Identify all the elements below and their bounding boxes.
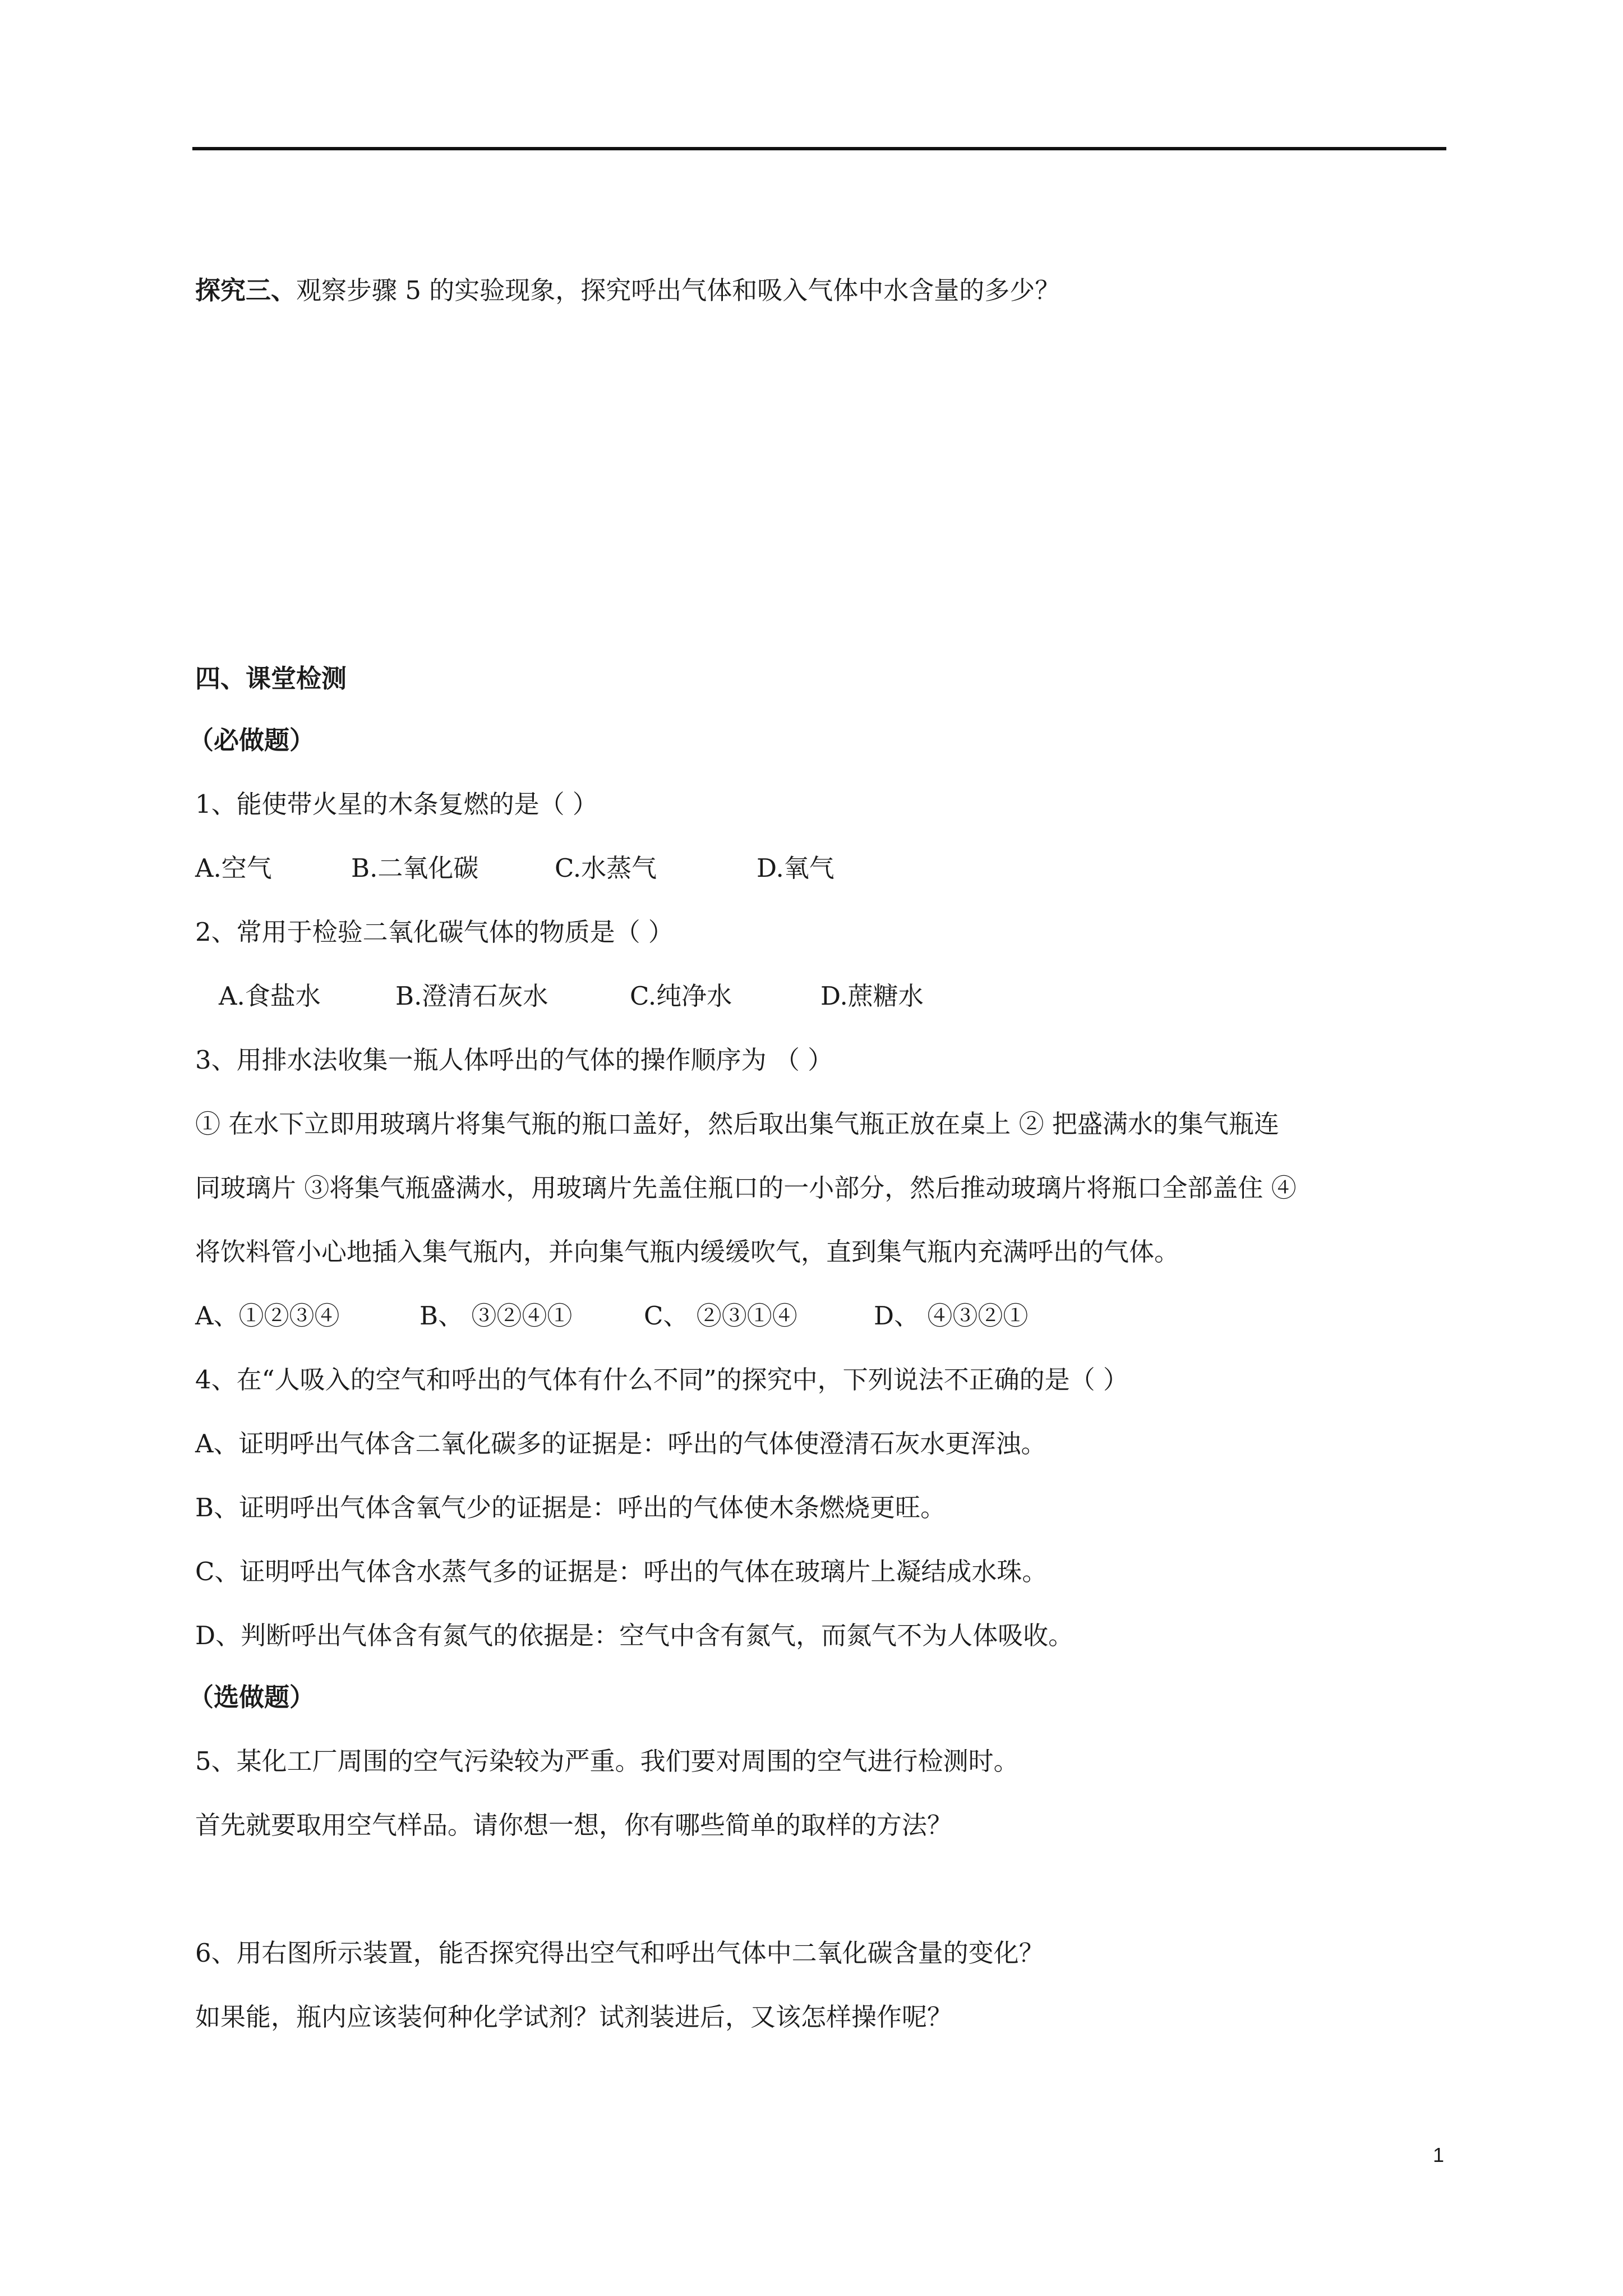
q2-option-b: B.澄清石灰水 xyxy=(395,981,548,1011)
q3-body-line-2: 同玻璃片 ③将集气瓶盛满水，用玻璃片先盖住瓶口的一小部分，然后推动玻璃片将瓶口全部盖住 ④ xyxy=(195,1173,1297,1203)
q3-body-line-3: 将饮料管小心地插入集气瓶内，并向集气瓶内缓缓吹气，直到集气瓶内充满呼出的气体。 xyxy=(195,1237,1180,1267)
q2-option-d: D.蔗糖水 xyxy=(820,981,924,1011)
q2-options xyxy=(219,979,924,1013)
page-number: 1 xyxy=(1433,2143,1445,2166)
q1-stem: 1、能使带火星的木条复燃的是（ ） xyxy=(195,789,598,819)
q4-option-d: D、判断呼出气体含有氮气的依据是：空气中含有氮气，而氮气不为人体吸收。 xyxy=(195,1621,1074,1650)
q3-body-line-1: ① 在水下立即用玻璃片将集气瓶的瓶口盖好，然后取出集气瓶正放在桌上 ② 把盛满水的集气瓶连 xyxy=(195,1109,1279,1139)
q4-option-a: A、证明呼出气体含二氧化碳多的证据是：呼出的气体使澄清石灰水更浑浊。 xyxy=(195,1429,1046,1458)
q6-line-1: 6、用右图所示装置，能否探究得出空气和呼出气体中二氧化碳含量的变化？ xyxy=(195,1938,1044,1968)
explore3-text: 观察步骤 5 的实验现象，探究呼出气体和吸入气体中水含量的多少？ xyxy=(296,275,1061,305)
q2-option-a: A.食盐水 xyxy=(219,981,321,1011)
q4-stem: 4、在“人吸入的空气和呼出的气体有什么不同”的探究中，下列说法不正确的是（ ） xyxy=(195,1365,1128,1395)
q3-options xyxy=(195,1299,1028,1333)
q6-line-2: 如果能，瓶内应该装何种化学试剂？试剂装进后，又该怎样操作呢？ xyxy=(195,2002,953,2032)
q1-option-d: D.氧气 xyxy=(757,853,834,883)
q5-line-2: 首先就要取用空气样品。请你想一想，你有哪些简单的取样的方法？ xyxy=(195,1810,953,1840)
explore3-label: 探究三、 xyxy=(195,275,297,305)
q1-option-b: B.二氧化碳 xyxy=(351,853,479,883)
q5-line-1: 5、某化工厂周围的空气污染较为严重。我们要对周围的空气进行检测时。 xyxy=(195,1746,1019,1776)
q3-option-c: C、 ②③①④ xyxy=(644,1301,797,1331)
header-rule xyxy=(192,147,1446,150)
q3-option-a: A、①②③④ xyxy=(195,1301,340,1331)
q3-option-b: B、 ③②④① xyxy=(419,1301,573,1331)
q2-option-c: C.纯净水 xyxy=(630,981,732,1011)
q1-options xyxy=(195,852,834,885)
q1-option-c: C.水蒸气 xyxy=(555,853,657,883)
q3-stem: 3、用排水法收集一瓶人体呼出的气体的操作顺序为 （ ） xyxy=(195,1045,833,1075)
section4-heading: 四、课堂检测 xyxy=(195,664,347,693)
required-label: （必做题） xyxy=(188,725,315,755)
q3-option-d: D、 ④③②① xyxy=(874,1301,1029,1331)
q4-option-b: B、证明呼出气体含氧气少的证据是：呼出的气体使木条燃烧更旺。 xyxy=(195,1493,946,1522)
q4-option-c: C、证明呼出气体含水蒸气多的证据是：呼出的气体在玻璃片上凝结成水珠。 xyxy=(195,1557,1048,1586)
q1-option-a: A.空气 xyxy=(195,853,272,883)
optional-label: （选做题） xyxy=(188,1682,315,1712)
q2-stem: 2、常用于检验二氧化碳气体的物质是（ ） xyxy=(195,917,674,947)
explore3-line xyxy=(195,274,1060,307)
